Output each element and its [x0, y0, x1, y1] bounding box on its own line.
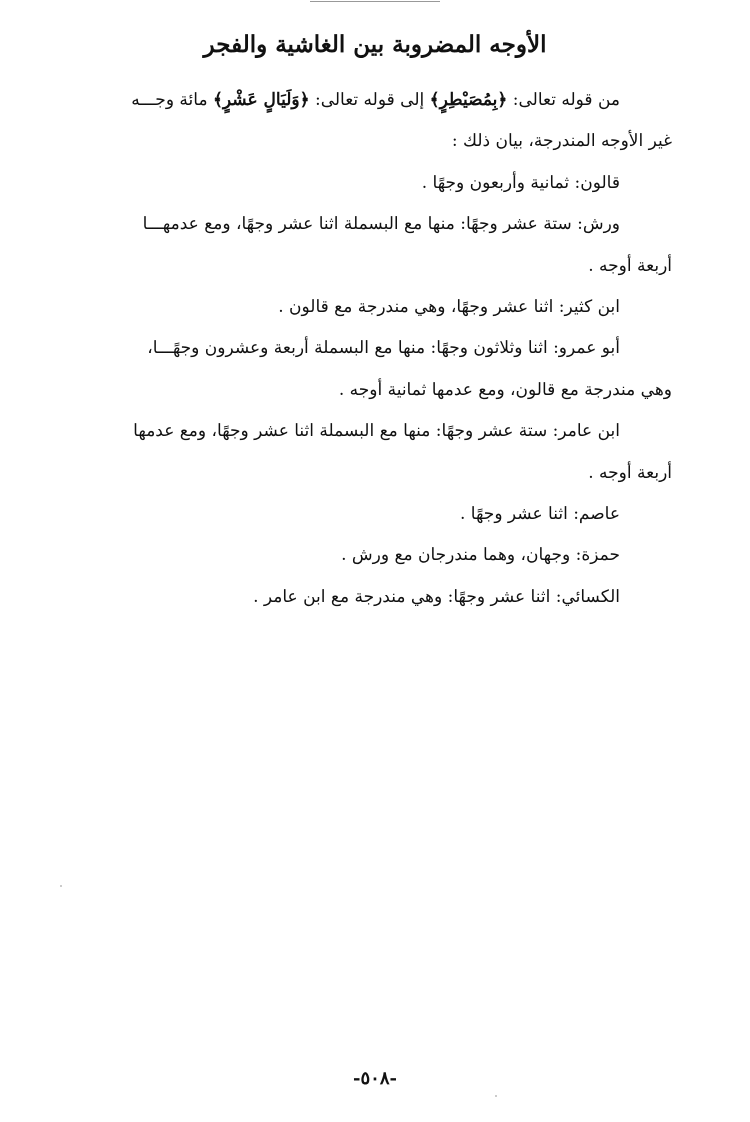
- text-line: غير الأوجه المندرجة، بيان ذلك :: [451, 131, 672, 152]
- text-line: حمزة: وجهان، وهما مندرجان مع ورش .: [341, 545, 620, 566]
- text-line: أربعة أوجه .: [588, 255, 672, 276]
- page-number: -٥٠٨-: [353, 1068, 397, 1089]
- text-line: قالون: ثمانية وأربعون وجهًا .: [421, 172, 620, 193]
- intro-post: مائة وجـــه: [131, 90, 213, 110]
- text-line: وهي مندرجة مع قالون، ومع عدمها ثمانية أوجه .: [338, 379, 672, 400]
- text-line: أبو عمرو: اثنا وثلاثون وجهًا: منها مع البسملة أربعة وعشرون وجهًـــا،: [147, 338, 620, 359]
- scan-speck: [495, 1095, 497, 1097]
- text-line: ابن عامر: ستة عشر وجهًا: منها مع البسملة اثنا عشر وجهًا، ومع عدمها: [133, 421, 620, 442]
- quran-quote-2: ﴿وَلَيَالٍ عَشْرٍ﴾: [212, 90, 310, 110]
- intro-pre: من قوله تعالى:: [507, 90, 620, 110]
- intro-mid: إلى قوله تعالى:: [309, 90, 430, 110]
- intro-paragraph: [78, 80, 672, 121]
- text-line: أربعة أوجه .: [588, 462, 672, 483]
- text-line: عاصم: اثنا عشر وجهًا .: [459, 504, 620, 525]
- text-line: ورش: ستة عشر وجهًا: منها مع البسملة اثنا عشر وجهًا، ومع عدمهـــا: [142, 214, 620, 235]
- page-title: الأوجه المضروبة بين الغاشية والفجر: [203, 31, 547, 58]
- scan-speck: [60, 885, 62, 887]
- page-body: [78, 80, 672, 618]
- top-rule: [310, 1, 440, 2]
- text-line: الكسائي: اثنا عشر وجهًا: وهي مندرجة مع ابن عامر .: [253, 586, 620, 607]
- text-line: ابن كثير: اثنا عشر وجهًا، وهي مندرجة مع قالون .: [278, 297, 620, 318]
- quran-quote-1: ﴿بِمُصَيْطِرٍ﴾: [429, 90, 508, 110]
